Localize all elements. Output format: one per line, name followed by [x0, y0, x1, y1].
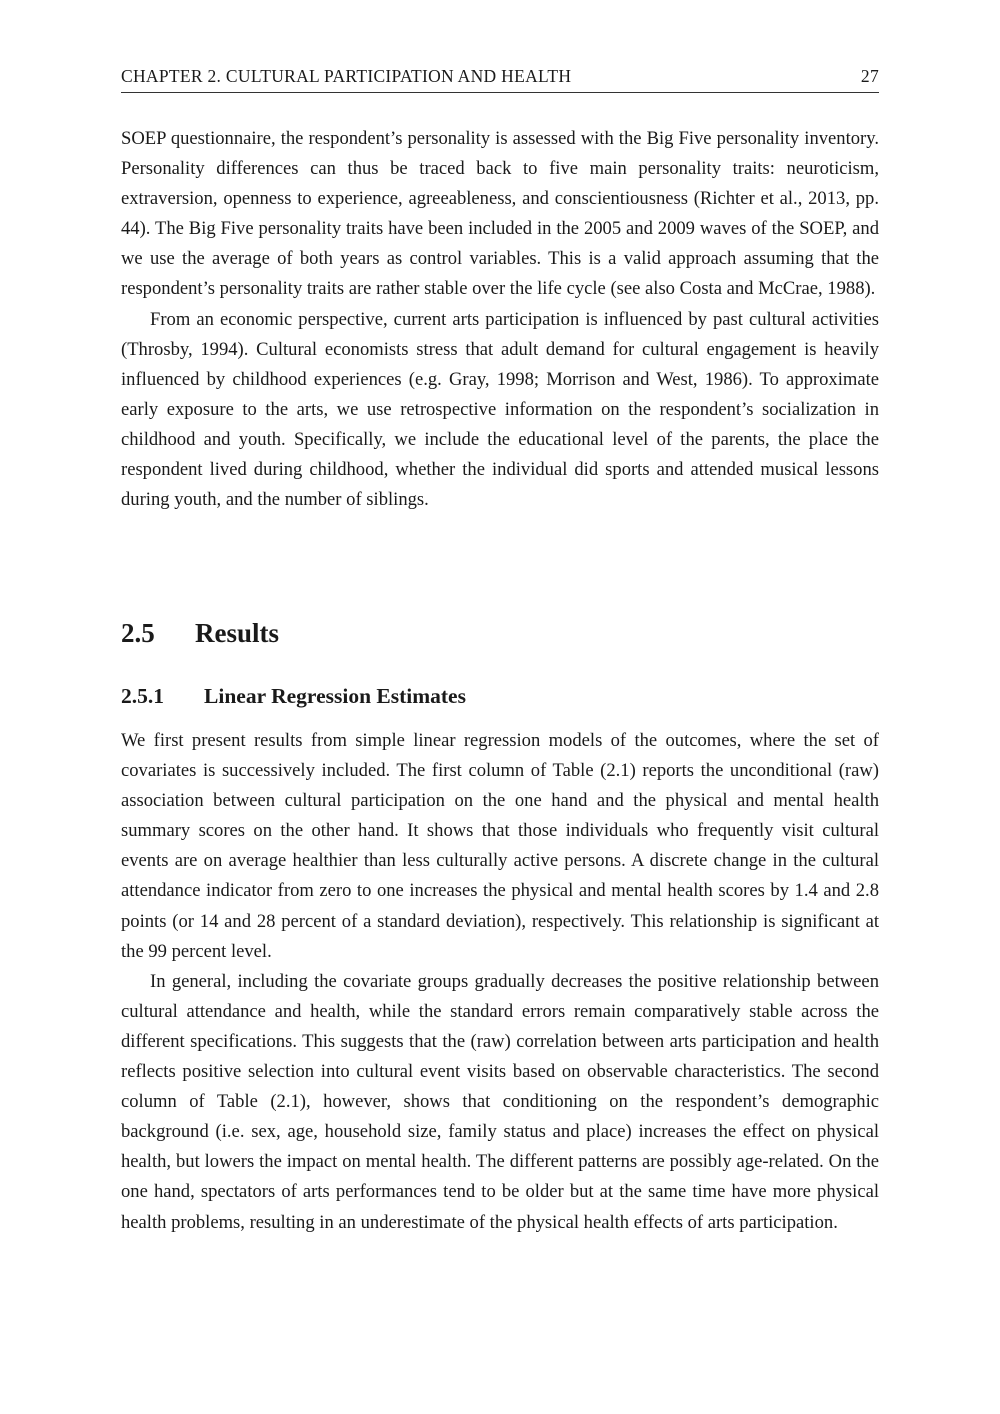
page-number: 27	[860, 66, 879, 86]
section-number: 2.5	[121, 618, 155, 648]
intro-text-block	[121, 124, 879, 515]
section-title: Results	[195, 618, 280, 648]
section-heading	[121, 613, 879, 653]
chapter-title: CHAPTER 2. CULTURAL PARTICIPATION AND HEALTH	[121, 66, 572, 86]
paragraph-personality: SOEP questionnaire, the respondent’s personality is assessed with the Big Five personality inventory. Personality differences can thus be traced back to five main personality traits: neuroticism, extraversion, openness to experience, agreeableness, and conscientiousness (Richter et al., 2013, pp. 44). The Big Five personality traits have been included in the 2005 and 2009 waves of the SOEP, and we use the average of both years as control variables. This is a valid approach assuming that the respondent’s personality traits are rather stable over the life cycle (see also Costa and McCrae, 1988).	[121, 128, 879, 300]
paragraph-economic-perspective: From an economic perspective, current arts participation is influenced by past cultural activities (Throsby, 1994). Cultural economists stress that adult demand for cultural engagement is heavily influenced by childhood experiences (e.g. Gray, 1998; Morrison and West, 1986). To approximate early exposure to the arts, we use retrospective information on the respondent’s socialization in childhood and youth. Specifically, we include the educational level of the parents, the place the respondent lived during childhood, whether the individual did sports and attended musical lessons during youth, and the number of siblings.	[121, 308, 879, 511]
subsection-title: Linear Regression Estimates	[204, 684, 466, 708]
running-header	[121, 66, 879, 93]
paper-page	[121, 0, 879, 1414]
results-text-block	[121, 726, 879, 1238]
subsection-heading	[121, 680, 879, 712]
subsection-number: 2.5.1	[121, 684, 164, 708]
paragraph-covariate-groups: In general, including the covariate groups gradually decreases the positive relationship between cultural attendance and health, while the standard errors remain comparatively stable across the different specifications. This suggests that the (raw) correlation between arts participation and health reflects positive selection into cultural event visits based on observable characteristics. The second column of Table (2.1), however, shows that conditioning on the respondent’s demographic background (i.e. sex, age, household size, family status and place) increases the effect on physical health, but lowers the impact on mental health. The different patterns are possibly age-related. On the one hand, spectators of arts performances tend to be older but at the same time have more physical health problems, resulting in an underestimate of the physical health effects of arts participation.	[121, 970, 879, 1233]
paragraph-linear-regression: We first present results from simple linear regression models of the outcomes, where the set of covariates is successively included. The first column of Table (2.1) reports the unconditional (raw) association between cultural participation on the one hand and the physical and mental health summary scores on the other hand. It shows that those individuals who frequently visit cultural events are on average healthier than less culturally active persons. A discrete change in the cultural attendance indicator from zero to one increases the physical and mental health scores by 1.4 and 2.8 points (or 14 and 28 percent of a standard deviation), respectively. This relationship is significant at the 99 percent level.	[121, 730, 879, 962]
